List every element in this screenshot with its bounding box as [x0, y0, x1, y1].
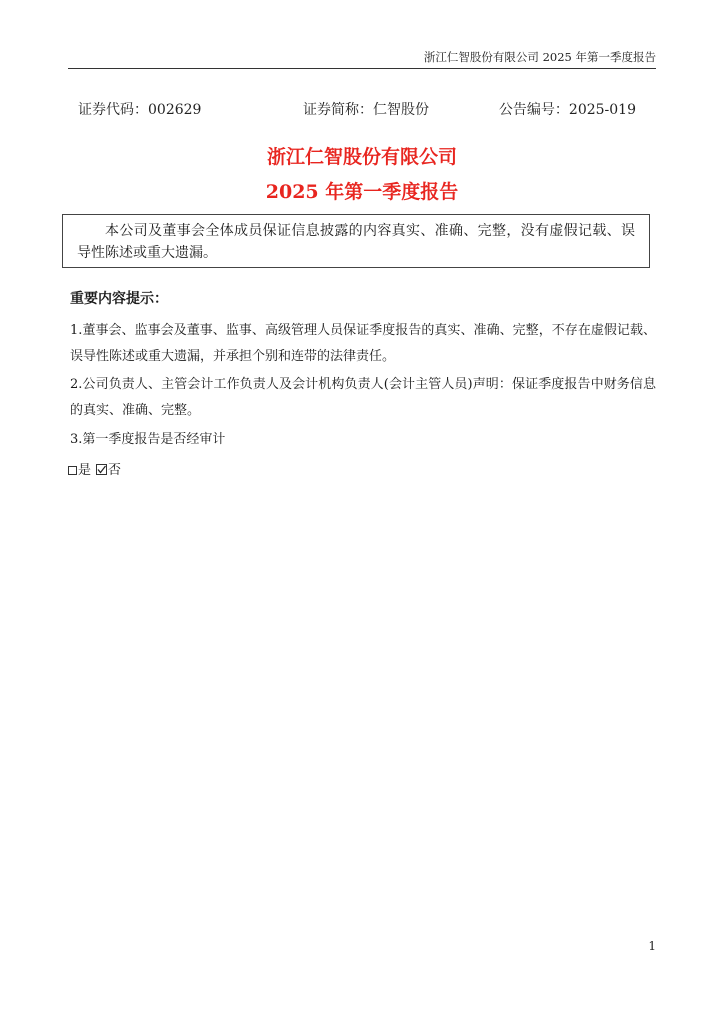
audit-option-row: [68, 460, 121, 482]
important-note-item-3: 3.第一季度报告是否经审计: [70, 432, 226, 447]
audit-yes-label: 是: [78, 463, 92, 478]
running-header-title: 浙江仁智股份有限公司 2025 年第一季度报告: [423, 50, 656, 64]
audit-no-checkbox[interactable]: [96, 464, 107, 475]
board-statement-text: 本公司及董事会全体成员保证信息披露的内容真实、准确、完整，没有虚假记载、误导性陈述或重大遗漏。: [77, 223, 635, 261]
company-title: 浙江仁智股份有限公司: [266, 146, 457, 168]
page-number: 1: [648, 939, 656, 953]
audit-yes-checkbox[interactable]: [68, 466, 77, 475]
announcement-meta-row: [78, 100, 636, 120]
checkmark-icon: [96, 464, 107, 475]
stock-short-name: 证券简称：仁智股份: [303, 102, 429, 118]
important-notes-heading: 重要内容提示：: [70, 291, 168, 307]
board-statement-box: [62, 214, 650, 268]
running-header: [68, 46, 656, 69]
announcement-number: 公告编号：2025-019: [498, 102, 636, 118]
report-title: 2025 年第一季度报告: [265, 181, 459, 203]
important-note-item-1: 1.董事会、监事会及董事、监事、高级管理人员保证季度报告的真实、准确、完整，不存在虚假记载、误导性陈述或重大遗漏，并承担个别和连带的法律责任。: [70, 323, 656, 364]
stock-code: 证券代码：002629: [78, 102, 202, 118]
audit-no-label: 否: [108, 463, 122, 478]
important-note-item-2: 2.公司负责人、主管会计工作负责人及会计机构负责人(会计主管人员)声明：保证季度报告中财务信息的真实、准确、完整。: [70, 377, 656, 418]
